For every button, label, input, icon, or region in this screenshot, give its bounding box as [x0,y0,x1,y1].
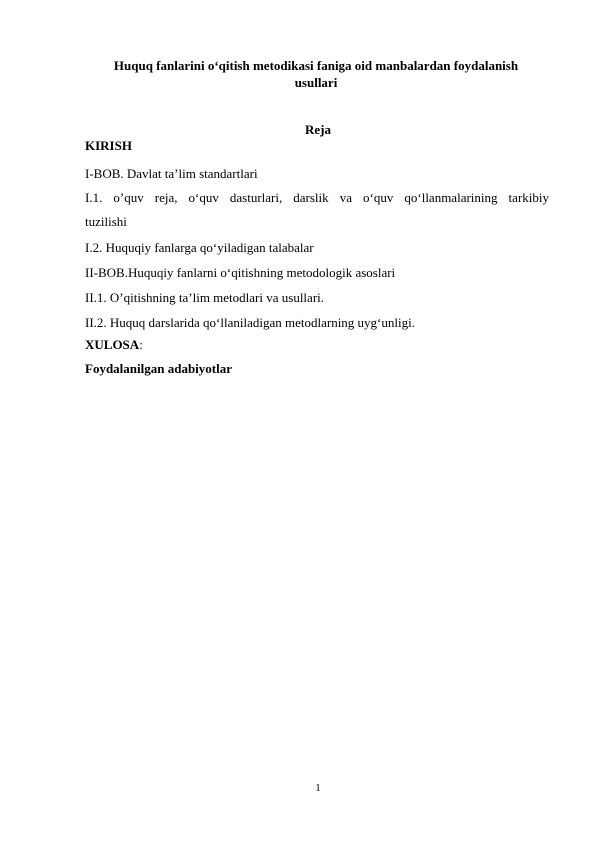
toc-section-1-2: I.2. Huquqiy fanlarga qo‘yiladigan talabalar [85,240,314,255]
toc-section-2-2: II.2. Huquq darslarida qo‘llaniladigan metodlarning uyg‘unligi. [85,315,415,330]
toc-chapter-2: II-BOB.Huquqiy fanlarni o‘qitishning metodologik asoslari [85,265,396,280]
toc-section-1-1-line-1: I.1. o’quv reja, o‘quv dasturlari, darslik va o‘quv qo‘llanmalarining tarkibiy [85,190,549,205]
title-line-1: Huquq fanlarini o‘qitish metodikasi faniga oid manbalardan foydalanish [113,58,519,73]
toc-intro: KIRISH [85,138,132,153]
page-number: 1 [315,782,321,794]
toc-conclusion: XULOSA [85,337,140,352]
plan-heading: Reja [305,122,331,137]
toc-conclusion-colon: : [139,337,143,352]
toc-section-1-1-line-2: tuzilishi [85,214,127,229]
title-line-2: usullari [294,75,338,90]
toc-conclusion-row [85,337,143,352]
toc-section-2-1: II.1. O’qitishning ta’lim metodlari va usullari. [85,290,325,305]
toc-chapter-1: I-BOB. Davlat ta’lim standartlari [85,166,258,181]
document-title [92,57,540,91]
toc-references: Foydalanilgan adabiyotlar [85,361,232,376]
